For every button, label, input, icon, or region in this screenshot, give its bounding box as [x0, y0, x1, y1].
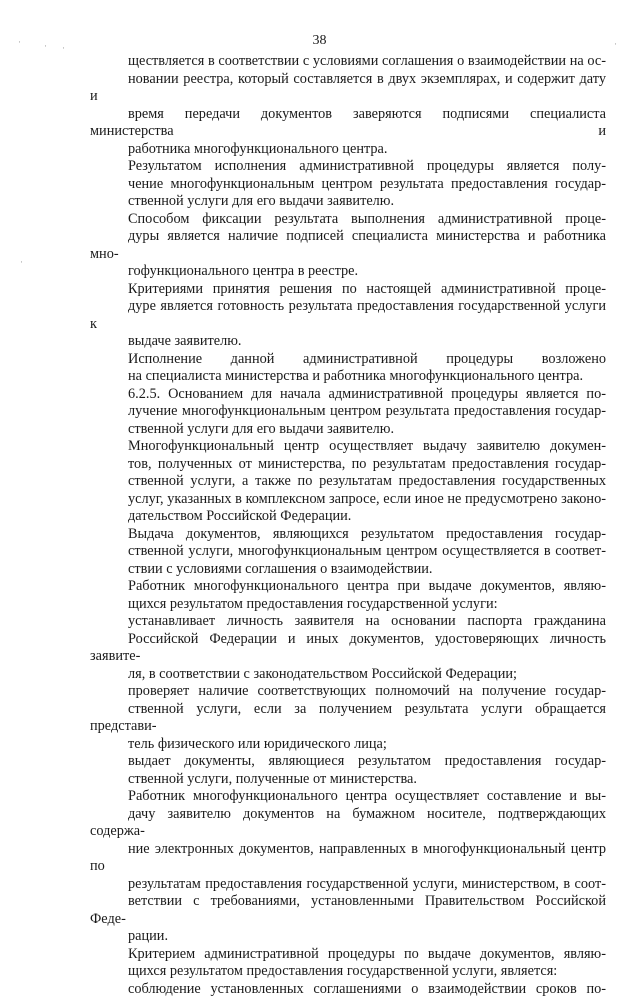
text-line: время передачи документов заверяются подписями специалиста министерства и: [90, 106, 606, 141]
paragraph: [90, 281, 606, 351]
text-line: новании реестра, который составляется в двух экземплярах, и содержит дату и: [90, 71, 606, 106]
scan-artifact: ·: [18, 38, 21, 47]
text-line: Российской Федерации и иных документов, удостоверяющих личность заявите-: [90, 631, 606, 666]
text-line: ствии с условиями соглашения о взаимодействии.: [90, 561, 606, 579]
paragraph: [90, 158, 606, 211]
paragraph: [90, 981, 606, 998]
text-line: ля, в соответствии с законодательством Российской Федерации;: [90, 666, 606, 684]
text-line: работника многофункционального центра.: [90, 141, 606, 159]
text-line: гофункционального центра в реестре.: [90, 263, 606, 281]
text-line: Результатом исполнения административной процедуры является полу-: [90, 158, 606, 176]
scan-artifact: ·: [44, 42, 47, 51]
document-body: [90, 53, 606, 998]
text-line: рации.: [90, 928, 606, 946]
text-line: ветствии с требованиями, установленными Правительством Российской Феде-: [90, 893, 606, 928]
text-line: Многофункциональный центр осуществляет выдачу заявителю докумен-: [90, 438, 606, 456]
text-line: Критерием административной процедуры по выдаче документов, являю-: [90, 946, 606, 964]
paragraph: [90, 613, 606, 683]
text-line: на специалиста министерства и работника многофункционального центра.: [90, 368, 606, 386]
text-line: щихся результатом предоставления государственной услуги, является:: [90, 963, 606, 981]
paragraph: [90, 386, 606, 439]
text-line: Выдача документов, являющихся результатом предоставления государ-: [90, 526, 606, 544]
paragraph: [90, 683, 606, 753]
text-line: ственной услуги для его выдачи заявителю.: [90, 193, 606, 211]
text-line: услуг, указанных в комплексном запросе, если иное не предусмотрено законо-: [90, 491, 606, 509]
text-line: тов, полученных от министерства, по результатам предоставления государ-: [90, 456, 606, 474]
paragraph: [90, 351, 606, 386]
text-line: ние электронных документов, направленных в многофункциональный центр по: [90, 841, 606, 876]
scan-artifact: ·: [62, 44, 65, 53]
text-line: ственной услуги для его выдачи заявителю.: [90, 421, 606, 439]
text-line: выдаче заявителю.: [90, 333, 606, 351]
text-line: соблюдение установленных соглашениями о взаимодействии сроков по-: [90, 981, 606, 998]
paragraph: [90, 526, 606, 579]
text-line: ственной услуги, многофункциональным центром осуществляется в соответ-: [90, 543, 606, 561]
text-line: ществляется в соответствии с условиями соглашения о взаимодействии на ос-: [90, 53, 606, 71]
text-line: Исполнение данной административной процедуры возложено: [90, 351, 606, 369]
text-line: Работник многофункционального центра осуществляет составление и вы-: [90, 788, 606, 806]
text-line: тель физического или юридического лица;: [90, 736, 606, 754]
paragraph: [90, 946, 606, 981]
text-line: дательством Российской Федерации.: [90, 508, 606, 526]
text-line: дуры является наличие подписей специалиста министерства и работника мно-: [90, 228, 606, 263]
text-line: результатам предоставления государственной услуги, министерством, в соот-: [90, 876, 606, 894]
paragraph: [90, 53, 606, 158]
text-line: 6.2.5. Основанием для начала административной процедуры является по-: [90, 386, 606, 404]
text-line: ственной услуги, а также по результатам предоставления государственных: [90, 473, 606, 491]
text-line: проверяет наличие соответствующих полномочий на получение государ-: [90, 683, 606, 701]
paragraph: [90, 211, 606, 281]
text-line: Критериями принятия решения по настоящей административной проце-: [90, 281, 606, 299]
scan-artifact: ·: [20, 258, 23, 267]
text-line: Работник многофункционального центра при выдаче документов, являю-: [90, 578, 606, 596]
text-line: Способом фиксации результата выполнения административной проце-: [90, 211, 606, 229]
text-line: ственной услуги, полученные от министерства.: [90, 771, 606, 789]
text-line: лучение многофункциональным центром результата предоставления государ-: [90, 403, 606, 421]
page-number: 38: [0, 33, 639, 49]
paragraph: [90, 753, 606, 788]
paragraph: [90, 438, 606, 526]
text-line: дуре является готовность результата предоставления государственной услуги к: [90, 298, 606, 333]
text-line: ственной услуги, если за получением результата услуги обращается представи-: [90, 701, 606, 736]
text-line: чение многофункциональным центром результата предоставления государ-: [90, 176, 606, 194]
text-line: выдает документы, являющиеся результатом предоставления государ-: [90, 753, 606, 771]
text-line: щихся результатом предоставления государственной услуги:: [90, 596, 606, 614]
text-line: устанавливает личность заявителя на основании паспорта гражданина: [90, 613, 606, 631]
paragraph: [90, 788, 606, 946]
text-line: дачу заявителю документов на бумажном носителе, подтверждающих содержа-: [90, 806, 606, 841]
scan-artifact: ·: [614, 40, 617, 49]
paragraph: [90, 578, 606, 613]
